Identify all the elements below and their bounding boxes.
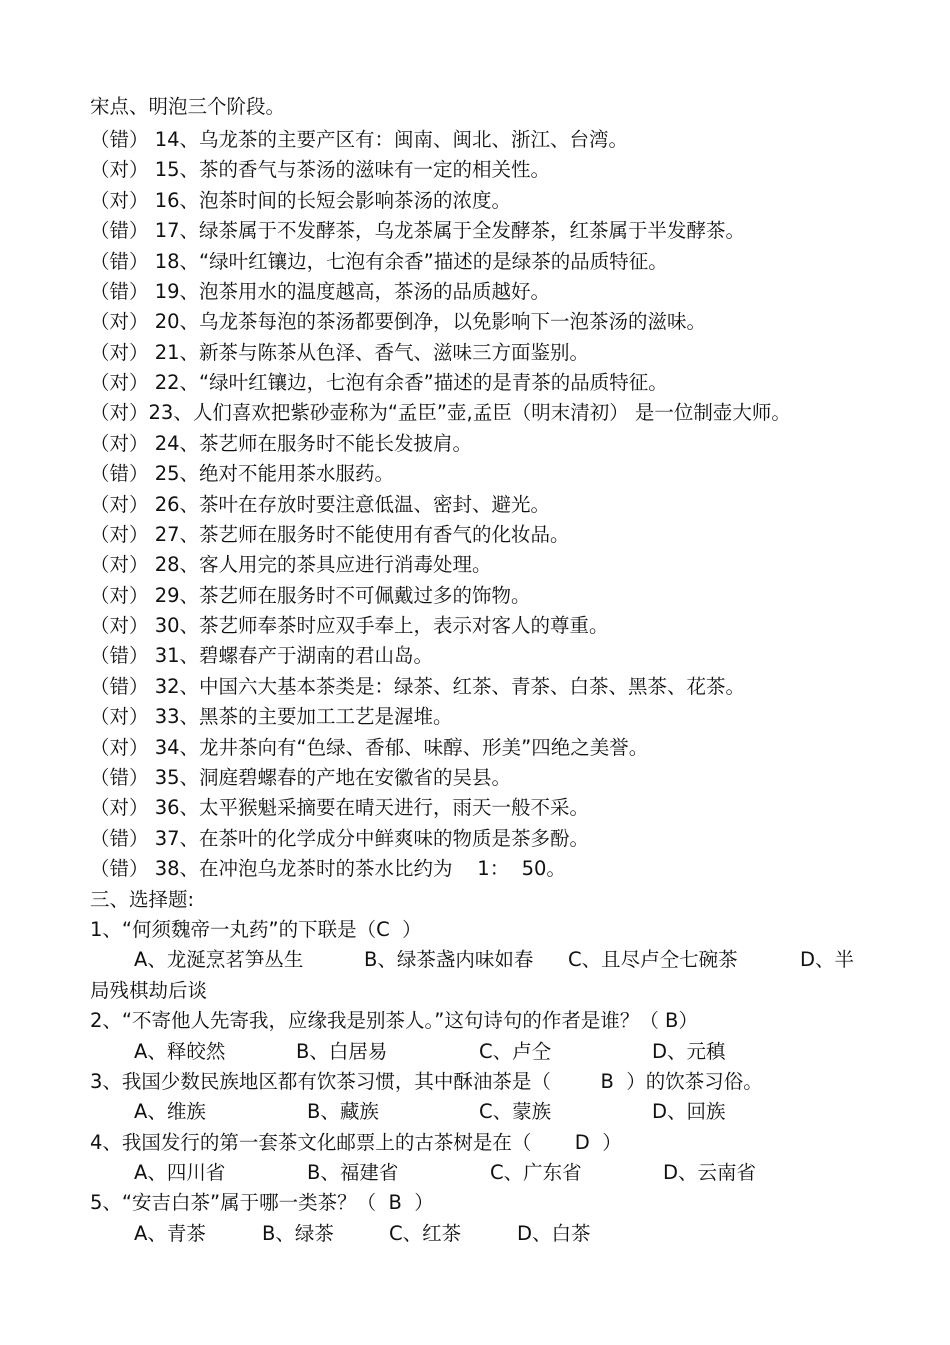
judgement-item: （对） 29、茶艺师在服务时不可佩戴过多的饰物。: [90, 584, 531, 607]
question-option: C、蒙族: [479, 1100, 552, 1123]
question-option: B、绿茶: [262, 1222, 334, 1245]
judgement-item: （错） 35、洞庭碧螺春的产地在安徽省的吴县。: [90, 766, 512, 789]
judgement-item: （对） 26、茶叶在存放时要注意低温、密封、避光。: [90, 493, 551, 516]
question-option: A、青茶: [134, 1222, 206, 1245]
question-option: C、红茶: [389, 1222, 462, 1245]
question-option: D、半: [800, 948, 855, 971]
judgement-item: （错） 31、碧螺春产于湖南的君山岛。: [90, 644, 434, 667]
question-option: D、云南省: [663, 1161, 757, 1184]
judgement-item: （对） 28、客人用完的茶具应进行消毒处理。: [90, 553, 492, 576]
section-title: 三、选择题:: [90, 888, 195, 911]
question-stem: 4、我国发行的第一套茶文化邮票上的古茶树是在（ D ）: [90, 1131, 622, 1154]
question-option: A、四川省: [134, 1161, 226, 1184]
judgement-item: （对） 15、茶的香气与茶汤的滋味有一定的相关性。: [90, 158, 551, 181]
question-option-continuation: 局残棋劫后谈: [90, 979, 208, 1002]
question-option: B、藏族: [307, 1100, 379, 1123]
question-option: D、元稹: [652, 1040, 726, 1063]
question-option: D、回族: [652, 1100, 726, 1123]
question-stem: 3、我国少数民族地区都有饮茶习惯，其中酥油茶是（ B ）的饮茶习俗。: [90, 1070, 763, 1093]
judgement-item: （对） 30、茶艺师奉茶时应双手奉上，表示对客人的尊重。: [90, 614, 609, 637]
judgement-item: （错） 37、在茶叶的化学成分中鲜爽味的物质是茶多酚。: [90, 827, 590, 850]
intro-line: 宋点、明泡三个阶段。: [90, 95, 286, 118]
question-stem: 1、“何须魏帝一丸药”的下联是（C ）: [90, 918, 422, 941]
judgement-item: （错） 32、中国六大基本茶类是：绿茶、红茶、青茶、白茶、黑茶、花茶。: [90, 675, 746, 698]
judgement-item: （对） 20、乌龙茶每泡的茶汤都要倒净，以免影响下一泡茶汤的滋味。: [90, 310, 707, 333]
question-option: B、福建省: [307, 1161, 399, 1184]
question-option: A、维族: [134, 1100, 206, 1123]
judgement-item: （错） 17、绿茶属于不发酵茶，乌龙茶属于全发酵茶，红茶属于半发酵茶。: [90, 219, 746, 242]
question-option: A、释皎然: [134, 1040, 226, 1063]
judgement-item: （错） 14、乌龙茶的主要产区有：闽南、闽北、浙江、台湾。: [90, 128, 629, 151]
judgement-item: （对） 27、茶艺师在服务时不能使用有香气的化妆品。: [90, 523, 570, 546]
judgement-item: （对） 24、茶艺师在服务时不能长发披肩。: [90, 432, 473, 455]
question-stem: 5、“安吉白茶”属于哪一类茶？（ B ）: [90, 1191, 434, 1214]
question-option: C、广东省: [490, 1161, 582, 1184]
question-option: A、龙涎烹茗笋丛生: [134, 948, 304, 971]
question-option: B、白居易: [296, 1040, 388, 1063]
judgement-item: （错） 25、绝对不能用茶水服药。: [90, 462, 395, 485]
judgement-item: （对） 36、太平猴魁采摘要在晴天进行，雨天一般不采。: [90, 796, 590, 819]
judgement-item: （对） 22、“绿叶红镶边，七泡有余香”描述的是青茶的品质特征。: [90, 371, 668, 394]
question-option: C、卢仝: [479, 1040, 552, 1063]
judgement-item: （错） 38、在冲泡乌龙茶时的茶水比约为 1： 50。: [90, 857, 566, 880]
judgement-item: （对）23、人们喜欢把紫砂壶称为“孟臣”壶,孟臣（明末清初） 是一位制壶大师。: [90, 401, 791, 424]
question-option: C、且尽卢仝七碗茶: [568, 948, 738, 971]
judgement-item: （对） 34、龙井茶向有“色绿、香郁、味醇、形美”四绝之美誉。: [90, 736, 649, 759]
judgement-item: （错） 19、泡茶用水的温度越高，茶汤的品质越好。: [90, 280, 551, 303]
judgement-item: （对） 16、泡茶时间的长短会影响茶汤的浓度。: [90, 189, 512, 212]
judgement-item: （对） 21、新茶与陈茶从色泽、香气、滋味三方面鉴别。: [90, 341, 590, 364]
question-stem: 2、“不寄他人先寄我，应缘我是别茶人。”这句诗句的作者是谁？（ B）: [90, 1009, 698, 1032]
judgement-item: （对） 33、黑茶的主要加工工艺是渥堆。: [90, 705, 453, 728]
judgement-item: （错） 18、“绿叶红镶边，七泡有余香”描述的是绿茶的品质特征。: [90, 250, 668, 273]
question-option: D、白茶: [517, 1222, 591, 1245]
question-option: B、绿茶盏内味如春: [364, 948, 534, 971]
